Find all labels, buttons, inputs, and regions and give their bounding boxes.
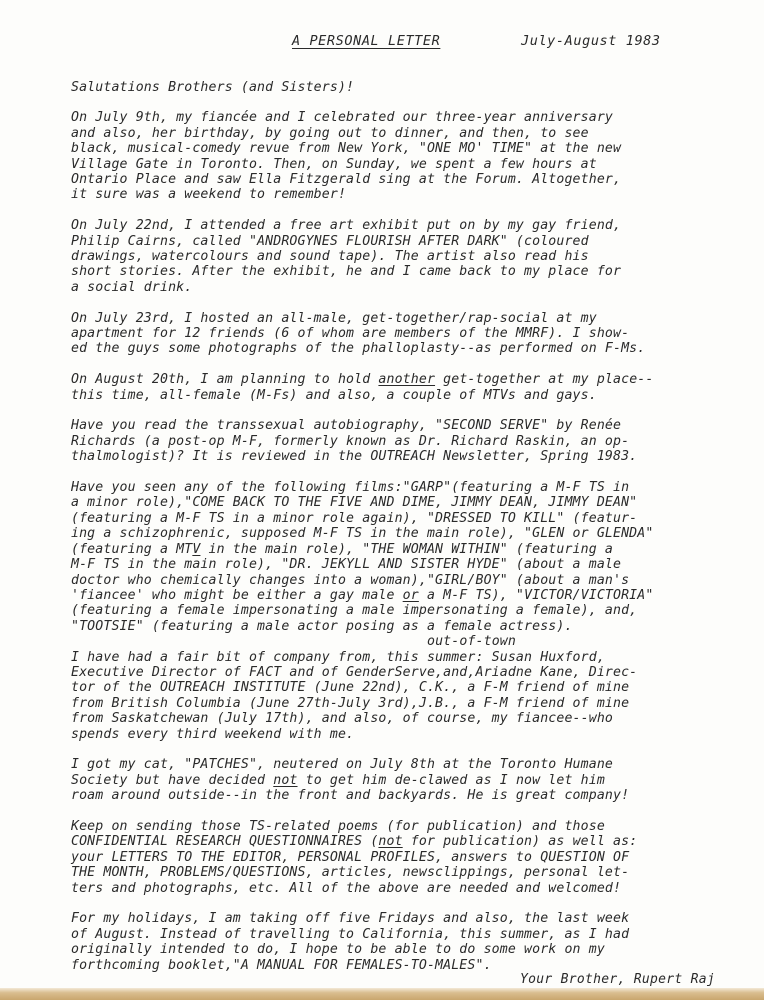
text-line: of August. Instead of travelling to California, this summer, as I had — [71, 926, 630, 942]
inserted-text: out-of-town — [427, 634, 516, 650]
text-line: THE MONTH, PROBLEMS/QUESTIONS, articles, newsclippings, personal let- — [71, 865, 630, 881]
letter-title: A PERSONAL LETTER — [292, 33, 441, 49]
text-line: from Saskatchewan (July 17th), and also, of course, my fiancee--who — [71, 711, 613, 727]
text-line: Keep on sending those TS-related poems (for publication) and those — [71, 818, 605, 834]
text-line: On July 23rd, I hosted an all-male, get-together/rap-social at my — [71, 310, 597, 326]
underlined-word: or — [402, 587, 419, 603]
text-line: thalmologist)? It is reviewed in the OUTREACH Newsletter, Spring 1983. — [71, 449, 638, 465]
paragraph-holidays — [71, 911, 751, 973]
text-line: apartment for 12 friends (6 of whom are members of the MMRF). I show- — [71, 326, 630, 342]
text-line: Village Gate in Toronto. Then, on Sunday, we spent a few hours at — [71, 156, 597, 172]
text-line: For my holidays, I am taking off five Fridays and also, the last week — [71, 911, 630, 927]
underlined-letter: V — [192, 541, 201, 557]
text-line: drawings, watercolours and sound tape). The artist also read his — [71, 249, 589, 265]
text-line: ters and photographs, etc. All of the above are needed and welcomed! — [71, 880, 622, 896]
text-line: a minor role),"COME BACK TO THE FIVE AND DIME, JIMMY DEAN, JIMMY DEAN" — [71, 495, 638, 511]
text-span: in the main role), "THE WOMAN WITHIN" (featuring a — [200, 541, 614, 557]
paragraph-cat — [71, 757, 751, 803]
paragraph-rap-social — [71, 311, 751, 357]
text-line: (featuring a M-F TS in a minor role again), "DRESSED TO KILL" (featur- — [71, 510, 638, 526]
greeting: Salutations Brothers (and Sisters)! — [71, 80, 355, 95]
paragraph-anniversary — [71, 110, 751, 202]
text-line: black, musical-comedy revue from New York, "ONE MO' TIME" at the new — [71, 141, 622, 157]
text-line: Have you read the transsexual autobiography, "SECOND SERVE" by Renée — [71, 418, 622, 434]
letter-body — [71, 80, 751, 988]
text-line: a social drink. — [71, 279, 193, 295]
signature: Your Brother, Rupert Raj — [520, 972, 716, 987]
text-line: this time, all-female (M-Fs) and also, a couple of MTVs and gays. — [71, 387, 597, 403]
underlined-word: not — [273, 772, 298, 788]
paragraph-autobiography — [71, 418, 751, 464]
text-line: ing a schizophrenic, supposed M-F TS in the main role), "GLEN or GLENDA" — [71, 526, 654, 542]
text-line: it sure was a weekend to remember! — [71, 187, 347, 203]
text-line: and also, her birthday, by going out to dinner, and then, to see — [71, 125, 589, 141]
text-line: I got my cat, "PATCHES", neutered on July 8th at the Toronto Humane — [71, 757, 613, 773]
text-line: your LETTERS TO THE EDITOR, PERSONAL PROFILES, answers to QUESTION OF — [71, 849, 630, 865]
text-line: Richards (a post-op M-F, formerly known as Dr. Richard Raskin, an op- — [71, 433, 630, 449]
text-span: a M-F TS), "VICTOR/VICTORIA" — [418, 587, 654, 603]
paragraph-august-gathering — [71, 372, 751, 403]
text-span: (featuring a MT — [71, 541, 193, 557]
underlined-word: not — [378, 834, 403, 850]
text-line: spends every third weekend with me. — [71, 726, 355, 742]
text-line: ed the guys some photographs of the phalloplasty--as performed on F-Ms. — [71, 341, 646, 357]
text-line: M-F TS in the main role), "DR. JEKYLL AND SISTER HYDE" (about a male — [71, 557, 622, 573]
text-line: "TOOTSIE" (featuring a male actor posing as a female actress). — [71, 618, 573, 634]
text-line: from British Columbia (June 27th-July 3rd),J.B., a F-M friend of mine — [71, 695, 630, 711]
letter-date: July-August 1983 — [521, 33, 661, 49]
text-line: forthcoming booklet,"A MANUAL FOR FEMALES-TO-MALES". — [71, 957, 492, 973]
paragraph-submissions — [71, 819, 751, 896]
text-line: Executive Director of FACT and of GenderServe,and,Ariadne Kane, Direc- — [71, 664, 638, 680]
text-span: On August 20th, I am planning to hold — [71, 372, 379, 388]
text-line: Ontario Place and saw Ella Fitzgerald sing at the Forum. Altogether, — [71, 172, 622, 188]
paragraph-company — [71, 634, 751, 742]
text-span: get-together at my place-- — [435, 372, 654, 388]
text-line: originally intended to do, I hope to be able to do some work on my — [71, 942, 605, 958]
text-line: Philip Cairns, called "ANDROGYNES FLOURISH AFTER DARK" (coloured — [71, 233, 589, 249]
text-span: for publication) as well as: — [402, 834, 638, 850]
text-line: (featuring a female impersonating a male impersonating a female), and, — [71, 603, 638, 619]
text-line: tor of the OUTREACH INSTITUTE (June 22nd), C.K., a F-M friend of mine — [71, 680, 630, 696]
text-line: Have you seen any of the following films:"GARP"(featuring a M-F TS in — [71, 480, 630, 496]
text-span: CONFIDENTIAL RESEARCH QUESTIONNAIRES ( — [71, 834, 379, 850]
paper-bottom-edge — [0, 988, 764, 1000]
text-line: I have had a fair bit of company from, this summer: Susan Huxford, — [71, 649, 605, 665]
text-span: to get him de-clawed as I now let him — [297, 772, 605, 788]
paragraph-art-exhibit — [71, 218, 751, 295]
paragraph-films — [71, 480, 751, 634]
text-line: short stories. After the exhibit, he and I came back to my place for — [71, 264, 622, 280]
text-line: On July 9th, my fiancée and I celebrated our three-year anniversary — [71, 110, 613, 126]
text-line: doctor who chemically changes into a woman),"GIRL/BOY" (about a man's — [71, 572, 630, 588]
text-line: On July 22nd, I attended a free art exhibit put on by my gay friend, — [71, 218, 622, 234]
text-span: Society but have decided — [71, 772, 274, 788]
underlined-word: another — [378, 372, 436, 388]
text-line: roam around outside--in the front and backyards. He is great company! — [71, 788, 630, 804]
text-span: 'fiancee' who might be either a gay male — [71, 587, 403, 603]
letter-header — [0, 33, 764, 53]
